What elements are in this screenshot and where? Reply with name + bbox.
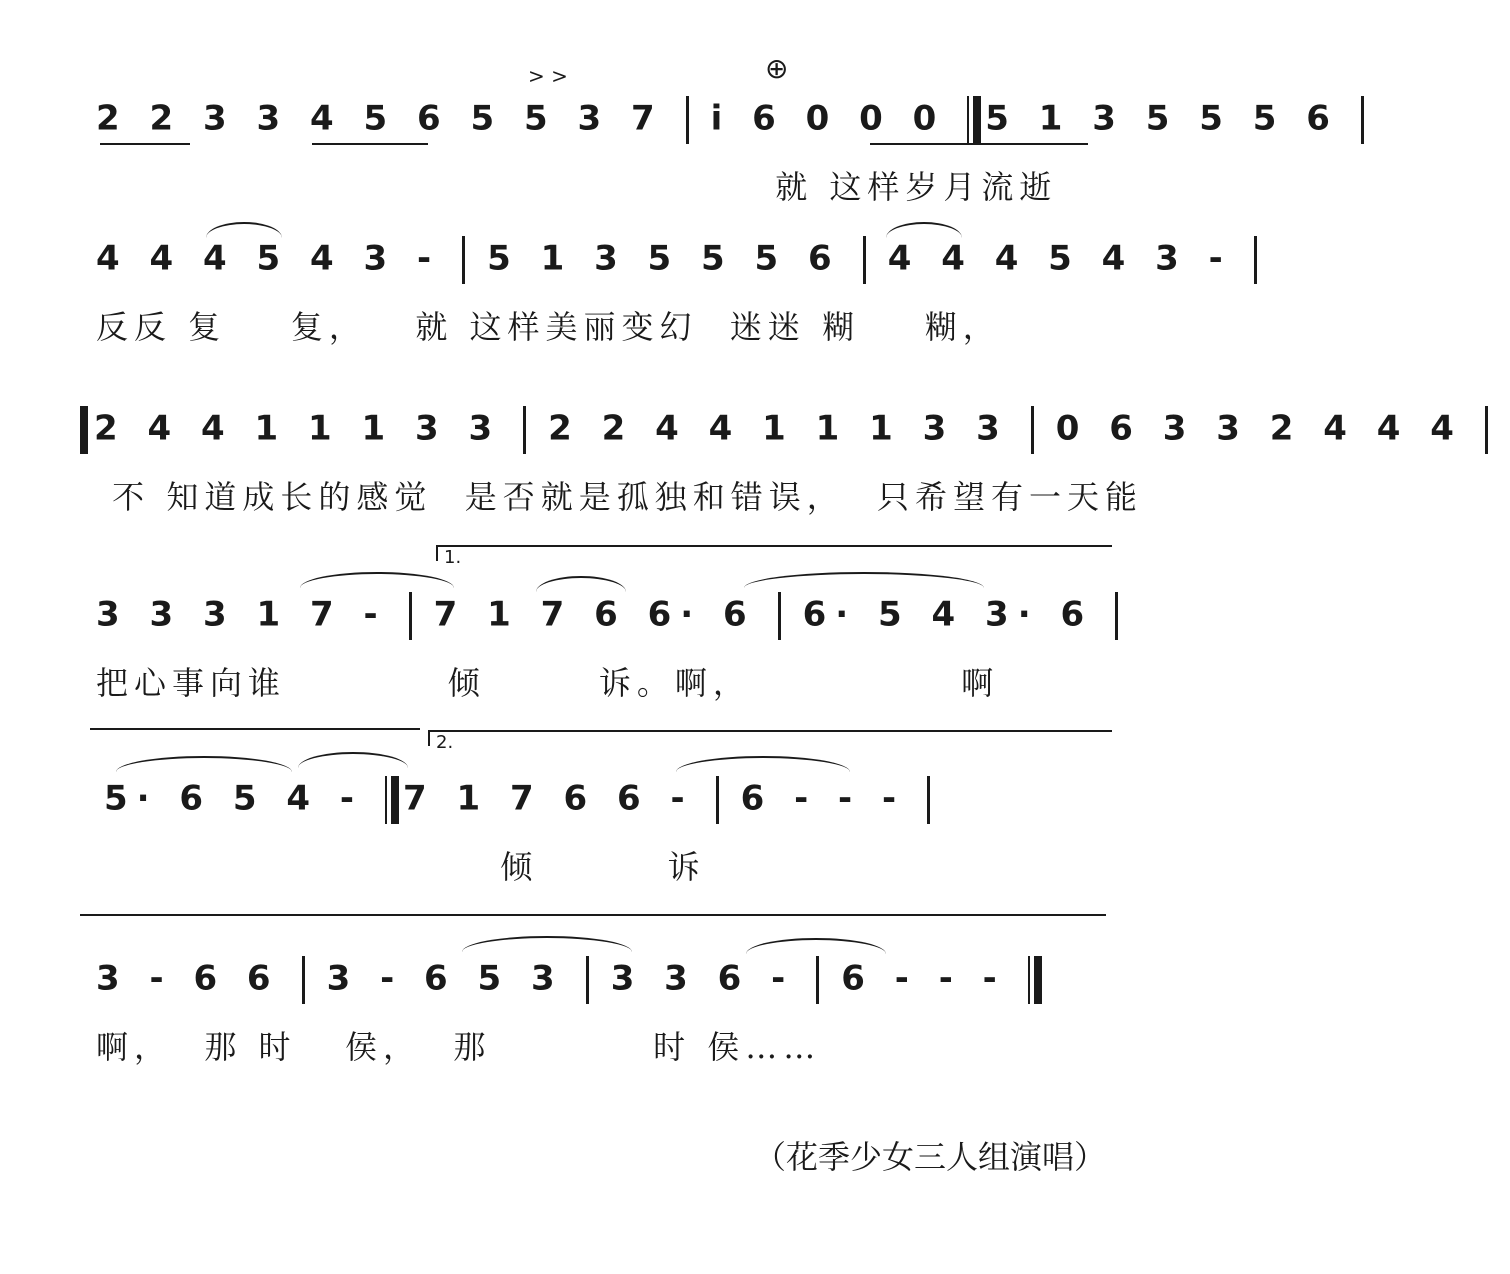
measure: i 6 0 0 0 — [710, 98, 946, 139]
accent-icon: > > — [528, 64, 568, 88]
volta-1-continuation — [90, 728, 420, 738]
final-barline-thick — [1034, 956, 1042, 1004]
top-rule — [80, 914, 1106, 924]
coda-sign-icon: ⊕ — [765, 52, 789, 85]
repeat-end-barline — [385, 776, 387, 824]
measure: 4 4 4 5 4 3 - — [96, 238, 441, 279]
barline — [816, 956, 819, 1004]
triplet-slur — [206, 222, 282, 238]
barline — [967, 96, 969, 144]
measure: 7 1 7 6 6 - — [403, 778, 694, 819]
slur — [462, 936, 632, 952]
measure: 2 4 4 1 1 1 3 3 — [94, 408, 502, 449]
barline — [1031, 406, 1034, 454]
slur — [116, 756, 292, 772]
underline — [100, 143, 190, 145]
measure: 2 2 3 3 4 5 6 5 5 3 7 — [96, 98, 664, 139]
lyrics-line: 就 这样岁月流逝 — [96, 168, 1058, 206]
lyrics-line: 反反 复 复， 就 这样美丽变幻 迷迷 糊 糊， — [96, 308, 1001, 346]
barline — [409, 592, 412, 640]
lyrics-line: 啊， 那 时 侯， 那 时 侯…… — [96, 1028, 822, 1066]
volta-1-label: 1. — [444, 547, 462, 568]
underline — [870, 143, 1088, 145]
notes-line — [96, 592, 1124, 648]
notes-line — [104, 776, 1124, 832]
measure: 6 - - - — [740, 778, 906, 819]
triplet-slur — [886, 222, 962, 238]
barline — [302, 956, 305, 1004]
lyrics-line: 不 知道成长的感觉 是否就是孤独和错误， 只希望有一天能 — [96, 478, 1144, 516]
repeat-end-barline-thick — [391, 776, 399, 824]
performer-credit: （花季少女三人组演唱） — [753, 1138, 1106, 1176]
slur — [746, 938, 886, 954]
lyrics-line: 倾 诉 — [96, 848, 706, 886]
underline — [312, 143, 428, 145]
barline — [927, 776, 930, 824]
slur — [676, 756, 850, 772]
measure: 2 2 4 4 1 1 1 3 3 — [548, 408, 1009, 449]
measure: 3 - 6 6 — [96, 958, 280, 999]
measure: 5· 6 5 4 - — [104, 778, 364, 819]
measure: 7 1 7 6 6· 6 — [433, 594, 756, 635]
measure: 6· 5 4 3· 6 — [802, 594, 1094, 635]
volta-2-label: 2. — [436, 732, 454, 753]
barline — [716, 776, 719, 824]
barline — [686, 96, 689, 144]
slur — [536, 576, 626, 592]
barline — [462, 236, 465, 284]
measure: 3 3 3 1 7 - — [96, 594, 387, 635]
measure: 0 6 3 3 2 4 4 4 — [1055, 408, 1463, 449]
measure: 3 3 6 - — [610, 958, 795, 999]
barline — [523, 406, 526, 454]
notes-line — [96, 236, 1232, 292]
notes-line — [94, 406, 1463, 462]
measure: 5 1 3 5 5 5 6 — [985, 98, 1339, 139]
slur — [744, 572, 984, 588]
measure: 6 - - - — [841, 958, 1006, 999]
barline — [586, 956, 589, 1004]
volta-2 — [428, 730, 1112, 753]
notes-line — [96, 956, 1124, 1012]
repeat-start-barline — [80, 406, 88, 454]
slur — [298, 752, 408, 768]
barline — [778, 592, 781, 640]
barline — [863, 236, 866, 284]
barline-thick — [973, 96, 981, 144]
measure: 3 - 6 5 3 — [326, 958, 564, 999]
barline — [1361, 96, 1364, 144]
volta-1 — [436, 545, 1112, 568]
lyrics-line: 把心事向谁 倾 诉。啊， 啊 — [96, 664, 1000, 702]
final-barline — [1028, 956, 1030, 1004]
barline — [1485, 406, 1488, 454]
barline — [1254, 236, 1257, 284]
measure: 5 1 3 5 5 5 6 — [487, 238, 841, 279]
slur — [300, 572, 454, 588]
barline — [1115, 592, 1118, 640]
measure: 4 4 4 5 4 3 - — [887, 238, 1232, 279]
